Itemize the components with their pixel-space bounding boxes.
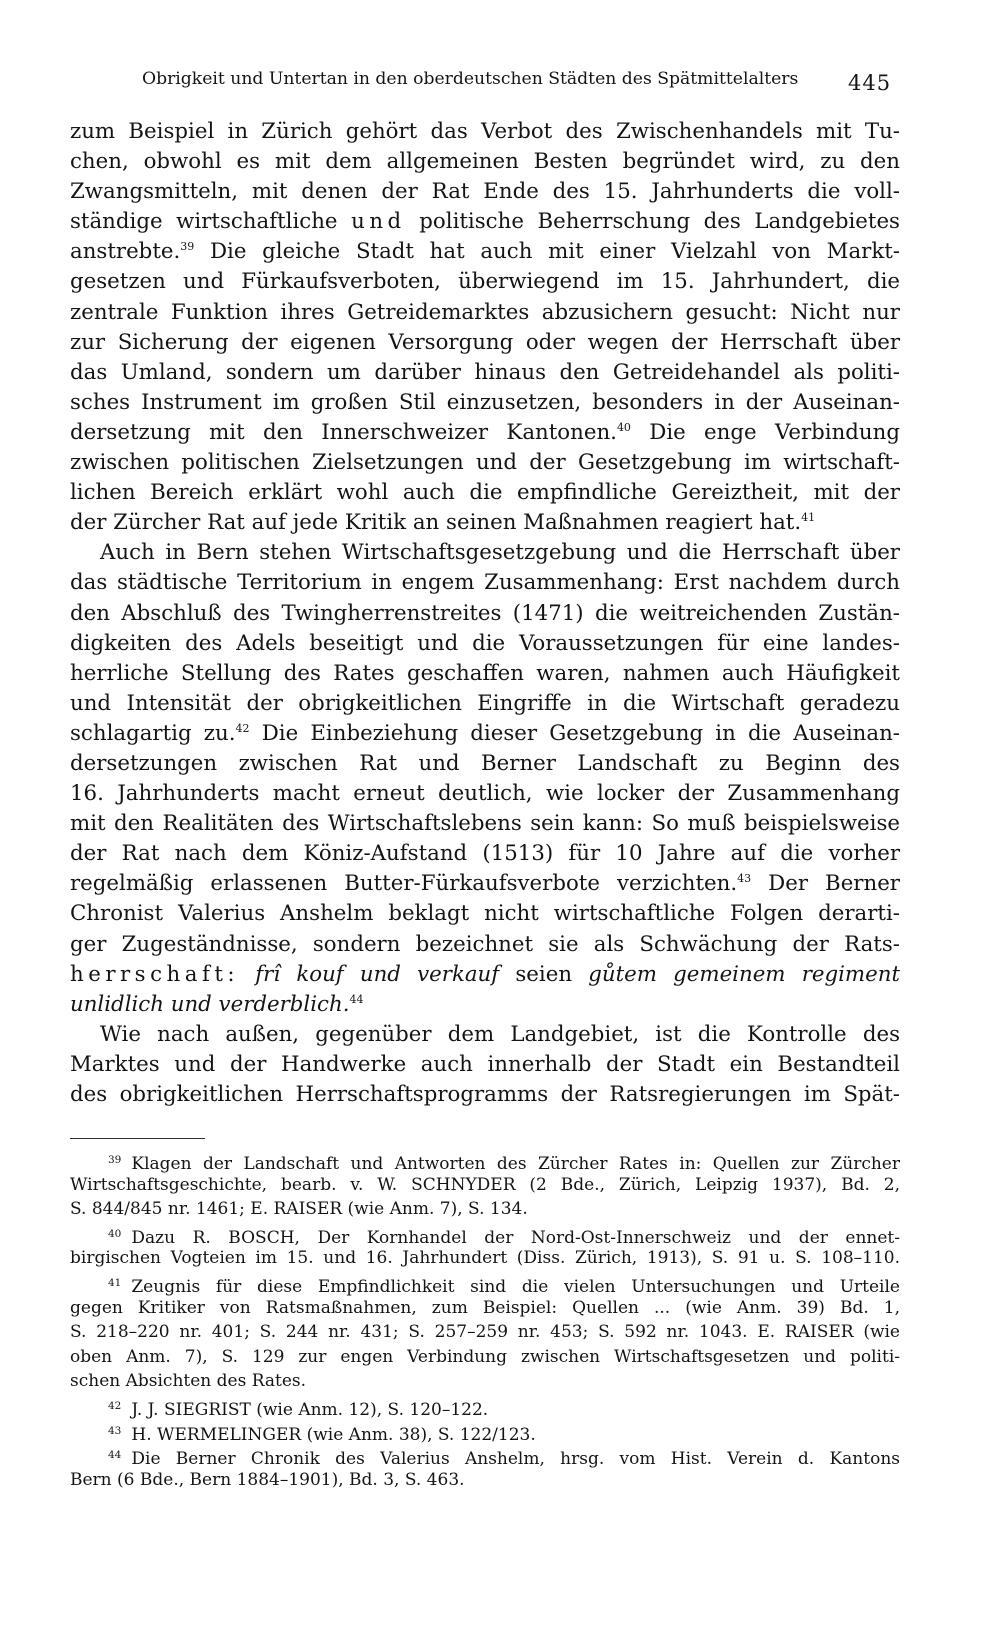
footnote-line	[70, 1148, 900, 1173]
quotation-italic: frî kouf und verkauf	[255, 961, 500, 987]
text-run: Die Berner Chronik des Valerius Anshelm, hrsg. vom Hist. Verein d. Kantons	[131, 1449, 900, 1470]
text-run: ständige wirtschaftliche	[70, 209, 338, 235]
text-line: digkeiten des Adels beseitigt und die Voraussetzungen für eine landes-	[70, 630, 900, 656]
text-line: das städtische Territorium in engem Zusammenhang: Erst nachdem durch	[70, 570, 900, 596]
emphasis-spaced: und	[351, 209, 406, 235]
text-run: Dazu R. BOSCH, Der Kornhandel der Nord-Ost-Innerschweiz und der ennet-	[131, 1227, 900, 1248]
footnote-number: 41	[108, 1276, 122, 1289]
footnote-line	[70, 1394, 900, 1419]
text-line	[70, 207, 900, 237]
body-text	[70, 117, 900, 1110]
footnote-number: 42	[108, 1399, 122, 1412]
quotation-italic: gůtem gemeinem regiment	[588, 961, 900, 987]
text-line: Zwangsmitteln, mit denen der Rat Ende des 15. Jahrhunderts die voll-	[70, 179, 900, 205]
footnote-line	[70, 1271, 900, 1296]
footnote-line: S. 844/845 nr. 1461; E. RAISER (wie Anm. 7), S. 134.	[70, 1199, 528, 1220]
text-line: 16. Jahrhunderts macht erneut deutlich, wie locker der Zusammenhang	[70, 781, 900, 807]
footnote-ref: 39	[180, 240, 195, 254]
footnote-divider	[70, 1138, 205, 1139]
text-run: anstrebte.	[70, 239, 181, 265]
text-run: Zeugnis für diese Empfindlichkeit sind die vielen Untersuchungen und Urteile	[131, 1276, 900, 1297]
footnotes	[70, 1148, 900, 1492]
text-line: und Intensität der obrigkeitlichen Eingriffe in die Wirtschaft geradezu	[70, 690, 900, 716]
text-run: Die gleiche Stadt hat auch mit einer Vielzahl von Markt-	[194, 239, 900, 265]
text-run: Klagen der Landschaft und Antworten des Zürcher Rates in: Quellen zur Zürcher	[131, 1154, 900, 1174]
footnote-line: Bern (6 Bde., Bern 1884–1901), Bd. 3, S. 463.	[70, 1469, 465, 1490]
text-run: H. WERMELINGER (wie Anm. 38), S. 122/123.	[131, 1424, 536, 1445]
text-run: der Zürcher Rat auf jede Kritik an seinen Maßnahmen reagiert hat.	[70, 510, 802, 536]
footnote-line: oben Anm. 7), S. 129 zur engen Verbindung zwischen Wirtschaftsgesetzen und politi-	[70, 1346, 900, 1367]
footnote-ref: 41	[801, 511, 816, 525]
text-line	[70, 990, 900, 1020]
text-line	[70, 719, 900, 749]
text-run: J. J. SIEGRIST (wie Anm. 12), S. 120–122.	[131, 1399, 489, 1420]
text-line: zwischen politischen Zielsetzungen und der Gesetzgebung im wirtschaft-	[70, 450, 900, 476]
footnote-number: 39	[108, 1154, 122, 1166]
text-run: regelmäßig erlassenen Butter-Fürkaufsverbote verzichten.	[70, 871, 738, 897]
footnote-line: birgischen Vogteien im 15. und 16. Jahrhundert (Diss. Zürich, 1913), S. 91 u. S. 108–110.	[70, 1248, 900, 1269]
text-line: Chronist Valerius Anshelm beklagt nicht wirtschaftliche Folgen derarti-	[70, 901, 900, 927]
footnote-line	[70, 1419, 900, 1444]
footnote-line	[70, 1222, 900, 1247]
footnote-ref: 44	[349, 992, 364, 1006]
text-line	[70, 960, 900, 990]
text-line	[70, 508, 900, 538]
text-line: der Rat nach dem Köniz-Aufstand (1513) für 10 Jahre auf die vorher	[70, 841, 900, 867]
text-run: Die enge Verbindung	[630, 419, 900, 445]
footnote-line: gegen Kritiker von Ratsmaßnahmen, zum Beispiel: Quellen ... (wie Anm. 39) Bd. 1,	[70, 1297, 900, 1318]
text-line: zentrale Funktion ihres Getreidemarktes abzusichern gesucht: Nicht nur	[70, 299, 900, 325]
text-line: herrliche Stellung des Rates geschaffen waren, nahmen auch Häufigkeit	[70, 660, 900, 686]
text-line: ger Zugeständnisse, sondern bezeichnet sie als Schwächung der Rats-	[70, 931, 900, 957]
footnote-number: 43	[108, 1424, 122, 1437]
running-head: Obrigkeit und Untertan in den oberdeutschen Städten des Spätmittelalters	[142, 69, 799, 89]
emphasis-spaced: herrschaft:	[70, 961, 240, 987]
footnote-line: S. 218–220 nr. 401; S. 244 nr. 431; S. 257–259 nr. 453; S. 592 nr. 1043. E. RAISER (wie	[70, 1322, 900, 1343]
text-run: Die Einbeziehung dieser Gesetzgebung in die Auseinan-	[249, 720, 900, 746]
text-line: den Abschluß des Twingherrenstreites (1471) die weitreichenden Zustän-	[70, 600, 900, 626]
text-run: schlagartig zu.	[70, 720, 236, 746]
footnote-ref: 42	[235, 721, 250, 735]
footnote-line	[70, 1443, 900, 1468]
text-line	[70, 418, 900, 448]
text-run: dersetzung mit den Innerschweizer Kantonen.	[70, 419, 617, 445]
text-line: mit den Realitäten des Wirtschaftslebens sein kann: So muß beispielsweise	[70, 811, 900, 837]
footnote-ref: 40	[616, 420, 631, 434]
text-line: sches Instrument im großen Stil einzusetzen, besonders in der Auseinan-	[70, 389, 900, 415]
text-line: zum Beispiel in Zürich gehört das Verbot des Zwischenhandels mit Tu-	[70, 119, 900, 144]
text-line	[70, 869, 900, 899]
footnote-line: schen Absichten des Rates.	[70, 1371, 307, 1392]
text-line: Auch in Bern stehen Wirtschaftsgesetzgebung und die Herrschaft über	[100, 540, 900, 566]
text-line: gesetzen und Fürkaufsverboten, überwiegend im 15. Jahrhundert, die	[70, 269, 900, 295]
text-run: seien	[499, 961, 589, 987]
text-line: dersetzungen zwischen Rat und Berner Landschaft zu Beginn des	[70, 750, 900, 776]
footnote-line: Wirtschaftsgeschichte, bearb. v. W. SCHNYDER (2 Bde., Zürich, Leipzig 1937), Bd. 2,	[70, 1174, 900, 1195]
text-line: des obrigkeitlichen Herrschaftsprogramms der Ratsregierungen im Spät-	[70, 1082, 900, 1107]
text-run: Der Berner	[751, 871, 900, 897]
text-line: chen, obwohl es mit dem allgemeinen Besten begründet wird, zu den	[70, 149, 900, 175]
text-line	[70, 237, 900, 267]
text-line: Marktes und der Handwerke auch innerhalb der Stadt ein Bestandteil	[70, 1051, 900, 1077]
text-line: zur Sicherung der eigenen Versorgung oder wegen der Herrschaft über	[70, 329, 900, 355]
quotation-italic: unlidlich und verderblich.	[70, 991, 350, 1017]
text-run: politische Beherrschung des Landgebietes	[419, 209, 900, 235]
footnote-number: 44	[108, 1449, 122, 1462]
footnote-ref: 43	[737, 872, 752, 886]
footnote-number: 40	[108, 1227, 122, 1240]
text-line: das Umland, sondern um darüber hinaus den Getreidehandel als politi-	[70, 359, 900, 385]
text-line: Wie nach außen, gegenüber dem Landgebiet, ist die Kontrolle des	[100, 1021, 900, 1047]
text-line: lichen Bereich erklärt wohl auch die empfindliche Gereiztheit, mit der	[70, 480, 900, 506]
page-number: 445	[848, 71, 892, 95]
